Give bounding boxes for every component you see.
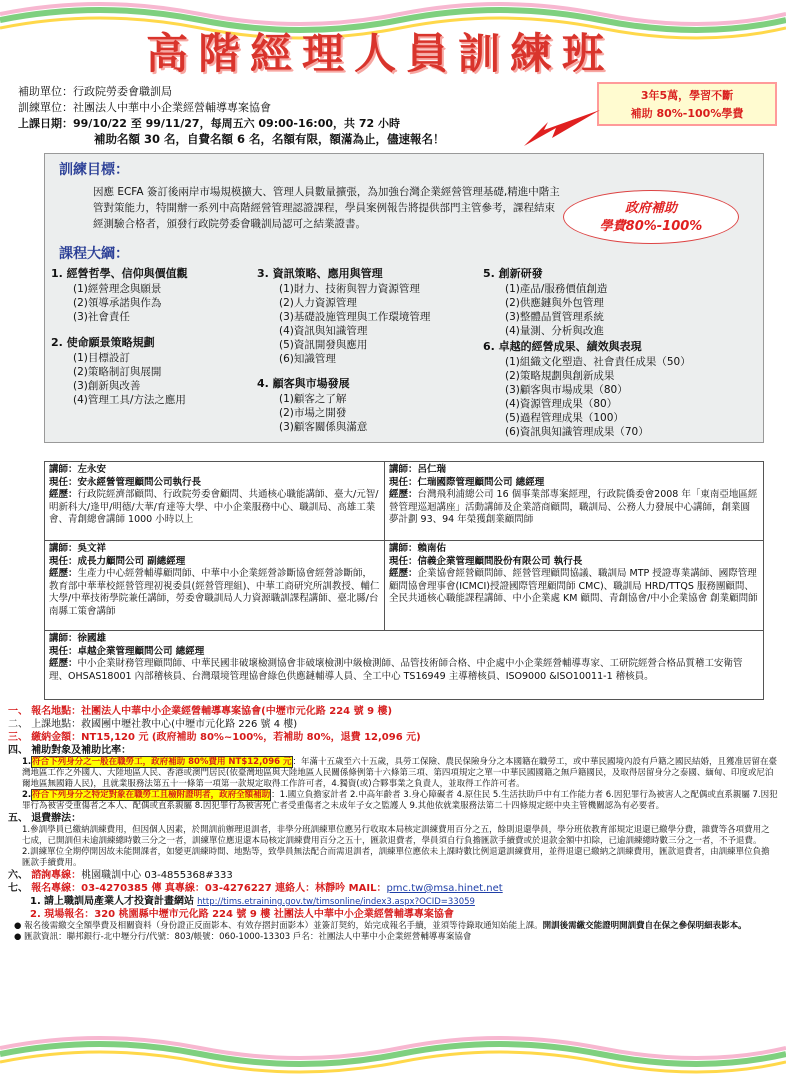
- module-item: (3)創新與改善: [73, 380, 141, 392]
- onsite-register: 2. 現場報名：320 桃園縣中壢市元化路 224 號 9 樓 社團法人中華中小企業經營輔導專案協會: [30, 909, 454, 920]
- online-register-label: 請上職訓局產業人才投資計畫網站: [43, 896, 194, 907]
- subsidy-number: 2.: [22, 790, 32, 800]
- bullet-icon: ●: [14, 921, 22, 931]
- module-6: [483, 340, 691, 439]
- refund-heading: 退費辦法：: [31, 813, 82, 824]
- instructor-exp: 行政院經濟部顧問、行政院勞委會顧問、共通核心職能講師、臺大/元智/明新科大/逢甲/明德/大華/育達等大學、中小企業服務中心、職訓局、高雄工業會、青創總會講師 1000 小時以上: [49, 489, 379, 525]
- sponsor-line: 補助單位：行政院勞委會職訓局: [18, 85, 172, 98]
- register-location: 報名地點：社團法人中華中小企業經營輔導專案協會(中壢市元化路 224 號 9 樓): [31, 706, 393, 717]
- instructor-name: 講師：吳文祥: [49, 543, 107, 554]
- instructor-exp-label: 經歷：: [389, 568, 418, 579]
- module-1: [51, 267, 188, 324]
- module-title: 5. 創新研發: [483, 267, 543, 280]
- bank-info: 匯款資訊：聯邦銀行-北中壢分行/代號：803/帳號：060-1000-13303 戶名：社團法人中華中小企業經營輔導專案協會: [24, 932, 472, 942]
- instructor-exp-label: 經歷：: [49, 568, 78, 579]
- module-item: (5)過程管理成果（100）: [505, 412, 624, 424]
- item-number: 一、: [8, 706, 28, 717]
- module-item: (2)市場之開發: [279, 407, 347, 419]
- item-number: 七、: [8, 883, 28, 894]
- instructor-title: 現任：成長力顧問公司 副總經理: [49, 555, 186, 567]
- instructor-card: [45, 541, 385, 631]
- refund-rule-2: 2.訓練單位全期停開因故未能開課者，如變更訓練時間、地點等，致學員無法配合而需退訓者，訓練單位應依未上課時數比例退還訓練費用，並得退還已繳納之訓練費用，匯款退費者，由訓練單位負擔匯款手續費用。: [22, 847, 770, 868]
- consult-phone: 桃園職訓中心 03-4855368#333: [81, 870, 233, 881]
- module-item: (3)顧客關係與滿意: [279, 421, 368, 433]
- module-item: (4)資源管理成果（80）: [505, 398, 618, 410]
- item-number: 三、: [8, 732, 28, 743]
- consult-label: 諮詢專線：: [31, 870, 82, 881]
- module-item: (6)資訊與知識管理成果（70）: [505, 426, 649, 438]
- note-text: 報名後需繳交全額學費及相關資料（身份證正反面影本、有效存摺封面影本）並簽訂契約，始完成報名手續，並須等待錄取通知始能上課。: [24, 921, 543, 931]
- instructor-table: [44, 461, 764, 700]
- instructor-exp-label: 經歷：: [49, 489, 78, 500]
- subsidy-1-text: ：年滿十五歲至六十五歲，具勞工保險、農民保險身分之本國籍在職勞工，或中華民國境內設有戶籍之國民結婚，且獲准居留在臺灣地區工作之外國人、大陸地區人民、香港或澳門居民(依臺灣地區與大陸地區人民關係條例第十六條第三項、第四項規定之單一中華民國國籍之無戶籍國民，及取得居留身分之泰國、緬甸、印度或尼泊爾地區無國籍人民)，且就業服務法第五十一條第一項第一款規定取得工作許可者，4.獨資(或)合夥事業之負責人，並取得工作許可者。: [22, 757, 778, 789]
- badge-line-1: 政府補助: [624, 201, 677, 216]
- item-number: 二、: [8, 719, 28, 730]
- module-item: (1)組織文化塑造、社會責任成果（50）: [505, 356, 691, 368]
- contact-email-link[interactable]: pmc.tw@msa.hinet.net: [386, 883, 503, 894]
- note-bold: 開訓後需繳交能證明開訓費自在保之參保明細表影本。: [542, 921, 747, 931]
- course-panel: [44, 153, 764, 443]
- item-number: 五、: [8, 813, 28, 824]
- module-title: 1. 經營哲學、信仰與價值觀: [51, 267, 188, 280]
- organizer-line: 訓練單位：社團法人中華中小企業經營輔導專案協會: [18, 101, 271, 114]
- module-item: (3)社會責任: [73, 311, 130, 323]
- module-item: (1)目標設訂: [73, 352, 130, 364]
- subsidy-badge: [563, 190, 739, 244]
- instructor-card: [385, 541, 763, 631]
- goal-text: 因應 ECFA 簽訂後兩岸市場規模擴大、管理人員數量擴張，為加強台灣企業經營管理基礎,精進中階主管對策能力，特開辦一系列中高階經營管理認證課程，學員案例報告將提供部門主管參考，課程結束經測驗合格者，頒發行政院勞委會職訓局認可之結業證書。: [93, 186, 560, 230]
- module-5: [483, 267, 607, 338]
- instructor-exp-label: 經歷：: [389, 489, 418, 500]
- module-item: (2)領導承諾與作為: [73, 297, 162, 309]
- bullet-icon: ●: [14, 932, 22, 942]
- instructor-card: [45, 462, 385, 541]
- instructor-name: 講師：徐國雄: [49, 633, 107, 644]
- subsidy-2-highlight: 符合下列身分之特定對象在職勞工且檢附證明者，政府全額補助: [32, 790, 271, 800]
- badge-line-2: 學費80%-100%: [599, 219, 703, 234]
- outline-heading: 課程大綱：: [59, 246, 129, 262]
- instructor-name: 講師：呂仁瑞: [389, 464, 447, 475]
- subsidy-number: 1.: [22, 757, 32, 767]
- module-item: (4)管理工具/方法之應用: [73, 394, 186, 406]
- module-item: (4)資訊與知識管理: [279, 325, 368, 337]
- instructor-title: 現任：卓越企業管理顧問公司 總經理: [49, 645, 205, 657]
- contact-line: 報名專線：03-4270385 傳 真專線：03-4276227 連絡人：林靜吟 MAIL：: [31, 883, 387, 894]
- bottom-wave-decoration: [0, 1034, 786, 1074]
- instructor-exp: 中小企業財務管理顧問師、中華民國非破壞檢測協會非破壞檢測中級檢測師、品管技術師合格、中企處中小企業經營輔導專家、工研院經營合格品質稽工安衛管理、OHSAS18001 內部稽核員、台灣環境管理協會綠色供應鏈輔導人員、全工中心 TS16949 主導稽核員、ISO9000 &ISO10011-1 稽核員。: [49, 658, 743, 682]
- instructor-name: 講師：左永安: [49, 464, 107, 475]
- module-item: (6)知識管理: [279, 353, 336, 365]
- subsidy-heading: 補助對象及補助比率：: [31, 745, 132, 756]
- promo-line-2: 補助 80%-100%學費: [630, 107, 744, 120]
- module-item: (5)資訊開發與應用: [279, 339, 368, 351]
- page-title: 高階經理人員訓練班: [145, 29, 614, 78]
- refund-rule-1: 1.參訓學員已繳納訓練費用，但因個人因素，於開訓前辦理退訓者，非學分班訓練單位應另行收取本局核定訓練費用百分之五，餘則退還學員，學分班依教育部規定退還已繳學分費，雜費等各項費用之七成，已開訓但未逾訓練總時數三分之一者，訓練單位應退還本局核定訓練費用百分之五十，匯款退費者，學員須自行負擔匯款手續費或於退款金額中扣除，已逾訓練總時數三分之一者，不予退費。: [22, 825, 770, 846]
- module-item: (2)策略規劃與創新成果: [505, 370, 615, 382]
- module-title: 2. 使命願景策略規劃: [51, 336, 155, 349]
- goal-heading: 訓練目標：: [59, 162, 129, 178]
- instructor-exp-label: 經歷：: [49, 658, 78, 669]
- module-item: (3)顧客與市場成果（80）: [505, 384, 628, 396]
- module-4: [257, 377, 367, 434]
- instructor-name: 講師：賴南佑: [389, 543, 447, 554]
- instructor-title: 現任：信義企業管理顧問股份有限公司 執行長: [389, 555, 583, 567]
- module-item: (1)經營理念與願景: [73, 283, 162, 295]
- enroll-number: 1.: [30, 896, 41, 907]
- module-item: (3)基礎設施管理與工作環境管理: [279, 311, 431, 323]
- promo-line-1: 3年5萬，學習不斷: [640, 89, 734, 102]
- module-item: (4)量測、分析與改進: [505, 325, 604, 337]
- header-info: [18, 84, 400, 132]
- instructor-title: 現任：仁瑞國際管理顧問公司 總經理: [389, 476, 545, 488]
- subsidy-1-highlight: 符合下列身分之一般在職勞工，政府補助 80%費用 NT$12,096 元: [32, 757, 292, 767]
- module-title: 3. 資訊策略、應用與管理: [257, 267, 383, 280]
- module-2: [51, 336, 186, 407]
- register-url-link[interactable]: http://tims.etraining.gov.tw/timsonline/index3.aspx?OCID=33059: [197, 897, 475, 907]
- item-number: 六、: [8, 870, 28, 881]
- instructor-card: [45, 631, 763, 699]
- instructor-exp: 企業協會經營顧問師、經營管理顧問協議、職訓局 MTP 授證專業講師、國際管理顧問協會理事會(ICMCI)授證國際管理顧問師 CMC)、職訓局 HRD/TTQS 服務團顧問、全民共通核心職能課程講師、中小企業處 KM 顧問、青創協會/中小企業協會 創業顧問師: [389, 568, 758, 604]
- module-3: [257, 267, 430, 366]
- period-line: 上課日期：99/10/22 至 99/11/27，每周五六 09:00-16:00，共 72 小時: [18, 117, 400, 130]
- info-list: [8, 705, 778, 943]
- instructor-card: [385, 462, 763, 541]
- instructor-title: 現任：安永經營管理顧問公司執行長: [49, 476, 202, 488]
- module-item: (3)整體品質管理系統: [505, 311, 604, 323]
- instructor-exp: 台灣飛利浦總公司 16 個事業部專案經理，行政院僑委會2008 年「東南亞地區經營管理巡迴講座」活動講師及企業諮商顧問，職訓局、公務人力發展中心講師，創業圓夢計劃 93、94 年榮獲創業顧問師: [389, 489, 758, 525]
- module-title: 4. 顧客與市場發展: [257, 377, 350, 390]
- module-item: (2)策略制訂與展開: [73, 366, 162, 378]
- quota-line: 補助名額 30 名，自費名額 6 名，名額有限，額滿為止，儘速報名！: [94, 132, 445, 146]
- instructor-exp: 生產力中心經營輔導顧問師、中華中小企業經營診斷協會經營診斷師，教育部中華華校經營管理初視委員(經營管理組)、中華工商研究所訓教授、輔仁大學/中華技術學院兼任講師，勞委會職訓局人力資源職訓課程講師、臺北縣/台南縣工策會講師: [49, 568, 380, 617]
- class-location: 上課地點：救國團中壢社教中心(中壢市元化路 226 號 4 樓): [31, 719, 298, 730]
- module-title: 6. 卓越的經營成果、績效與表現: [483, 340, 642, 353]
- fee-line: 繳納金額：NT15,120 元 (政府補助 80%~100%，若補助 80%，退費 12,096 元): [31, 732, 421, 743]
- item-number: 四、: [8, 745, 28, 756]
- module-item: (1)產品/服務價值創造: [505, 283, 608, 295]
- subsidy-2-text: ：1.國立負擔家計者 2.中高年齡者 3.身心障礙者 4.原住民 5.生活扶助戶中有工作能力者 6.因犯罪行為被害人之配偶或直系親屬 7.因犯罪行為被害受重傷者之本人、配偶或直系親屬 8.因犯罪行為被害死亡者受重傷者之未成年子女之監護人 9.其他依就業服務法第二十四條規定經中央主管機關認為有必要者。: [22, 790, 778, 811]
- promo-box: [597, 82, 777, 126]
- module-item: (2)供應鏈與外包管理: [505, 297, 604, 309]
- promo-arrow-icon: [522, 108, 602, 148]
- module-item: (1)顧客之了解: [279, 393, 347, 405]
- module-item: (1)財力、技術與智力資源管理: [279, 283, 420, 295]
- module-item: (2)人力資源管理: [279, 297, 357, 309]
